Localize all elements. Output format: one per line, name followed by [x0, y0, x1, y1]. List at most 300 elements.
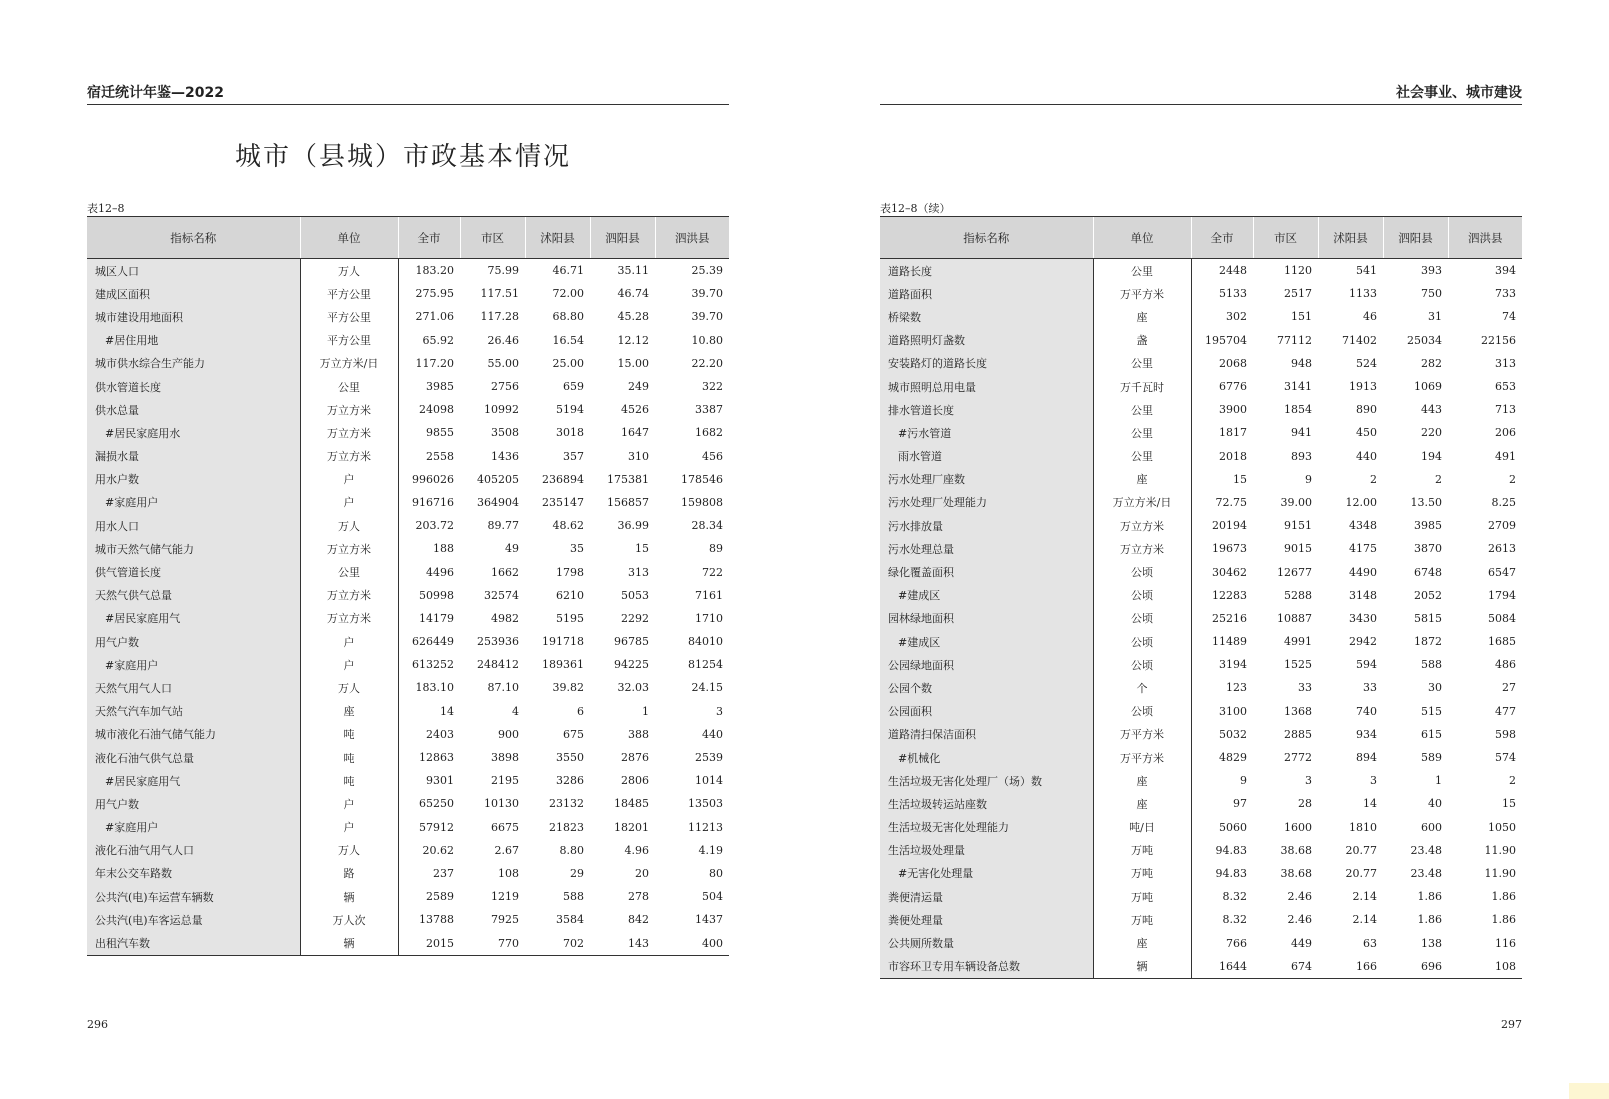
cell-value: 39.70: [691, 310, 723, 324]
cell-value: 449: [1291, 936, 1312, 950]
cell-value: 46: [1363, 310, 1377, 324]
table-row: [87, 514, 729, 537]
cell-value: 117.51: [480, 287, 519, 301]
row-unit: 万立方米: [300, 398, 398, 421]
cell-value: 188: [433, 542, 454, 556]
table-row: [87, 723, 729, 746]
row-unit: 万立方米: [300, 421, 398, 444]
cell-value: 23.48: [1410, 843, 1442, 857]
cell-value: 195704: [1205, 333, 1247, 347]
cell-value: 491: [1495, 449, 1516, 463]
cell-value: 2292: [621, 611, 649, 625]
row-label: 公园绿地面积: [880, 653, 1093, 676]
cell-value: 2052: [1414, 588, 1442, 602]
row-label: 城市建设用地面积: [87, 305, 300, 328]
cell-value: 400: [655, 931, 729, 955]
row-unit: 座: [1093, 468, 1191, 491]
cell-value: 5060: [1219, 820, 1247, 834]
cell-value: 588: [1421, 658, 1442, 672]
cell-value: 600: [1421, 820, 1442, 834]
cell-value: 45.28: [617, 310, 649, 324]
cell-value: 7161: [695, 588, 723, 602]
municipal-table-left: [87, 216, 729, 956]
cell-value: 313: [1495, 356, 1516, 370]
cell-value: 4348: [1349, 519, 1377, 533]
cell-value: 175381: [607, 472, 649, 486]
table-row: [880, 584, 1522, 607]
column-header: 全市: [1191, 217, 1253, 259]
row-label: #家庭用户: [87, 653, 300, 676]
cell-value: 477: [1495, 704, 1516, 718]
cell-value: 11.90: [1484, 866, 1516, 880]
row-unit: 公里: [300, 560, 398, 583]
cell-value: 5194: [556, 403, 584, 417]
cell-value: 2: [1509, 472, 1516, 486]
row-label: 用水户数: [87, 468, 300, 491]
cell-value: 18201: [614, 820, 649, 834]
table-row: [880, 468, 1522, 491]
cell-value: 504: [702, 890, 723, 904]
cell-value: 151: [1291, 310, 1312, 324]
row-unit: 座: [1093, 931, 1191, 954]
row-label: 公共厕所数量: [880, 931, 1093, 954]
cell-value: 235147: [542, 495, 584, 509]
cell-value: 5053: [621, 588, 649, 602]
cell-value: 178546: [681, 472, 723, 486]
cell-value: 659: [563, 380, 584, 394]
cell-value: 30462: [1212, 565, 1247, 579]
row-label: 公共汽(电)车客运总量: [87, 908, 300, 931]
row-label: 污水排放量: [880, 514, 1093, 537]
table-header-row: [880, 217, 1522, 259]
cell-value: 49: [505, 542, 519, 556]
cell-value: 1069: [1414, 380, 1442, 394]
table-row: [87, 885, 729, 908]
cell-value: 948: [1291, 356, 1312, 370]
cell-value: 900: [498, 727, 519, 741]
cell-value: 20.77: [1345, 866, 1377, 880]
cell-value: 3985: [1414, 519, 1442, 533]
cell-value: 2068: [1219, 356, 1247, 370]
cell-value: 3286: [556, 774, 584, 788]
row-unit: 公顷: [1093, 607, 1191, 630]
cell-value: 626449: [412, 635, 454, 649]
cell-value: 4829: [1219, 751, 1247, 765]
cell-value: 1817: [1219, 426, 1247, 440]
table-row: [880, 329, 1522, 352]
row-unit: 路: [300, 862, 398, 885]
cell-value: 10.80: [691, 333, 723, 347]
cell-value: 1525: [1284, 658, 1312, 672]
cell-value: 486: [1495, 658, 1516, 672]
table-row: [87, 792, 729, 815]
cell-value: 71402: [1342, 333, 1377, 347]
cell-value: 13503: [688, 797, 723, 811]
row-label: 城市照明总用电量: [880, 375, 1093, 398]
cell-value: 72.00: [552, 287, 584, 301]
row-unit: 万平方米: [1093, 723, 1191, 746]
row-unit: 万立方米: [300, 537, 398, 560]
cell-value: 440: [1356, 449, 1377, 463]
cell-value: 248412: [477, 658, 519, 672]
right-page-header: [880, 84, 1522, 105]
cell-value: 20.62: [422, 843, 454, 857]
column-header: 全市: [398, 217, 460, 259]
row-label: 安装路灯的道路长度: [880, 352, 1093, 375]
cell-value: 38.68: [1280, 866, 1312, 880]
cell-value: 25034: [1407, 333, 1442, 347]
row-label: #建成区: [880, 584, 1093, 607]
cell-value: 1368: [1284, 704, 1312, 718]
row-label: 年末公交车路数: [87, 862, 300, 885]
table-body: [87, 259, 729, 956]
cell-value: 1913: [1349, 380, 1377, 394]
cell-value: 6748: [1414, 565, 1442, 579]
table-row: [87, 259, 729, 283]
table-row: [87, 862, 729, 885]
cell-value: 3148: [1349, 588, 1377, 602]
row-label: 用水人口: [87, 514, 300, 537]
table-row: [87, 305, 729, 328]
cell-value: 13788: [419, 913, 454, 927]
cell-value: 46.71: [552, 264, 584, 278]
row-label: 液化石油气用气人口: [87, 839, 300, 862]
table-row: [87, 746, 729, 769]
cell-value: 40: [1428, 797, 1442, 811]
cell-value: 6776: [1219, 380, 1247, 394]
cell-value: 183.10: [415, 681, 454, 695]
table-row: [87, 931, 729, 955]
row-label: #居住用地: [87, 329, 300, 352]
cell-value: 3898: [491, 751, 519, 765]
cell-value: 766: [1226, 936, 1247, 950]
cell-value: 2: [1435, 472, 1442, 486]
row-unit: 户: [300, 792, 398, 815]
cell-value: 96785: [614, 635, 649, 649]
row-unit: 公里: [1093, 352, 1191, 375]
row-unit: 万平方米: [1093, 746, 1191, 769]
cell-value: 25216: [1212, 611, 1247, 625]
table-row: [87, 700, 729, 723]
cell-value: 1644: [1191, 955, 1253, 979]
row-unit: 公里: [1093, 259, 1191, 283]
section-title: 社会事业、城市建设: [1396, 85, 1522, 101]
row-label: 道路长度: [880, 259, 1093, 283]
cell-value: 1810: [1349, 820, 1377, 834]
cell-value: 1133: [1349, 287, 1377, 301]
row-label: 生活垃圾无害化处理能力: [880, 816, 1093, 839]
cell-value: 2.46: [1287, 913, 1312, 927]
cell-value: 4991: [1284, 635, 1312, 649]
cell-value: 13.50: [1410, 495, 1442, 509]
cell-value: 3985: [426, 380, 454, 394]
row-label: 供水管道长度: [87, 375, 300, 398]
row-unit: 吨: [300, 723, 398, 746]
cell-value: 20194: [1212, 519, 1247, 533]
table-caption: 表12–8: [87, 202, 125, 215]
row-label: 道路面积: [880, 282, 1093, 305]
table-row: [880, 537, 1522, 560]
cell-value: 206: [1495, 426, 1516, 440]
table-row: [87, 676, 729, 699]
cell-value: 740: [1356, 704, 1377, 718]
cell-value: 524: [1356, 356, 1377, 370]
table-row: [87, 653, 729, 676]
row-unit: 公顷: [1093, 584, 1191, 607]
table-row: [87, 468, 729, 491]
cell-value: 39.70: [691, 287, 723, 301]
cell-value: 1647: [621, 426, 649, 440]
column-header: 指标名称: [880, 217, 1093, 259]
table-row: [880, 607, 1522, 630]
table-row: [87, 839, 729, 862]
row-unit: 座: [300, 700, 398, 723]
row-unit: 平方公里: [300, 305, 398, 328]
cell-value: 29: [570, 866, 584, 880]
cell-value: 94.83: [1215, 843, 1247, 857]
cell-value: 1050: [1488, 820, 1516, 834]
row-unit: 万人次: [300, 908, 398, 931]
cell-value: 8.32: [1222, 913, 1247, 927]
row-unit: 座: [1093, 305, 1191, 328]
cell-value: 890: [1356, 403, 1377, 417]
cell-value: 594: [1356, 658, 1377, 672]
cell-value: 1872: [1414, 635, 1442, 649]
row-label: 公园个数: [880, 676, 1093, 699]
row-unit: 万人: [300, 259, 398, 283]
row-unit: 公顷: [1093, 630, 1191, 653]
row-unit: 公里: [1093, 445, 1191, 468]
cell-value: 675: [563, 727, 584, 741]
cell-value: 10130: [484, 797, 519, 811]
cell-value: 9301: [426, 774, 454, 788]
row-unit: 万吨: [1093, 908, 1191, 931]
row-unit: 户: [300, 630, 398, 653]
cell-value: 183.20: [415, 264, 454, 278]
row-unit: 平方公里: [300, 329, 398, 352]
cell-value: 3141: [1284, 380, 1312, 394]
row-label: 污水处理厂座数: [880, 468, 1093, 491]
cell-value: 15: [635, 542, 649, 556]
cell-value: 166: [1318, 955, 1383, 979]
cell-value: 388: [628, 727, 649, 741]
cell-value: 6: [577, 704, 584, 718]
cell-value: 393: [1421, 264, 1442, 278]
cell-value: 1.86: [1417, 913, 1442, 927]
row-label: 生活垃圾转运站座数: [880, 792, 1093, 815]
table-row: [880, 259, 1522, 283]
cell-value: 2885: [1284, 727, 1312, 741]
table-row: [880, 955, 1522, 979]
cell-value: 4490: [1349, 565, 1377, 579]
row-unit: 万立方米/日: [300, 352, 398, 375]
table-row: [880, 676, 1522, 699]
cell-value: 4.96: [624, 843, 649, 857]
cell-value: 94225: [614, 658, 649, 672]
cell-value: 2942: [1349, 635, 1377, 649]
table-row: [87, 630, 729, 653]
row-label: 道路照明灯盏数: [880, 329, 1093, 352]
cell-value: 405205: [477, 472, 519, 486]
cell-value: 143: [590, 931, 655, 955]
row-unit: 吨: [300, 746, 398, 769]
column-header: 沭阳县: [1318, 217, 1383, 259]
table-row: [880, 305, 1522, 328]
table-row: [880, 375, 1522, 398]
cell-value: 1: [1435, 774, 1442, 788]
cell-value: 16.54: [552, 333, 584, 347]
row-unit: 辆: [300, 885, 398, 908]
cell-value: 1437: [695, 913, 723, 927]
cell-value: 588: [563, 890, 584, 904]
cell-value: 108: [498, 866, 519, 880]
row-unit: 辆: [1093, 955, 1191, 979]
cell-value: 11489: [1212, 635, 1247, 649]
cell-value: 1854: [1284, 403, 1312, 417]
cell-value: 440: [702, 727, 723, 741]
cell-value: 117.20: [415, 356, 454, 370]
cell-value: 21823: [549, 820, 584, 834]
cell-value: 89.77: [487, 519, 519, 533]
row-unit: 户: [300, 468, 398, 491]
cell-value: 35.11: [617, 264, 649, 278]
cell-value: 2.46: [1287, 890, 1312, 904]
table-row: [880, 653, 1522, 676]
cell-value: 32574: [484, 588, 519, 602]
cell-value: 541: [1356, 264, 1377, 278]
cell-value: 4982: [491, 611, 519, 625]
cell-value: 138: [1421, 936, 1442, 950]
row-label: 天然气汽车加气站: [87, 700, 300, 723]
table-row: [87, 329, 729, 352]
row-unit: 辆: [300, 931, 398, 955]
cell-value: 1014: [695, 774, 723, 788]
cell-value: 3584: [556, 913, 584, 927]
row-label: #无害化处理量: [880, 862, 1093, 885]
cell-value: 15: [1233, 472, 1247, 486]
table-row: [87, 491, 729, 514]
table-row: [87, 282, 729, 305]
cell-value: 5288: [1284, 588, 1312, 602]
table-row: [880, 421, 1522, 444]
cell-value: 1.86: [1491, 890, 1516, 904]
row-label: 园林绿地面积: [880, 607, 1093, 630]
cell-value: 2709: [1488, 519, 1516, 533]
cell-value: 55.00: [487, 356, 519, 370]
table-row: [87, 769, 729, 792]
cell-value: 3: [716, 704, 723, 718]
column-header: 泗洪县: [1448, 217, 1522, 259]
row-label: #污水管道: [880, 421, 1093, 444]
cell-value: 5032: [1219, 727, 1247, 741]
row-label: 漏损水量: [87, 445, 300, 468]
table-row: [880, 839, 1522, 862]
cell-value: 220: [1421, 426, 1442, 440]
row-unit: 万立方米: [1093, 514, 1191, 537]
row-unit: 盏: [1093, 329, 1191, 352]
row-unit: 户: [300, 653, 398, 676]
table-row: [880, 908, 1522, 931]
page-number: 297: [1501, 1018, 1522, 1031]
cell-value: 456: [702, 449, 723, 463]
column-header: 市区: [1253, 217, 1318, 259]
row-label: 道路清扫保洁面积: [880, 723, 1093, 746]
row-label: 天然气供气总量: [87, 584, 300, 607]
cell-value: 1: [642, 704, 649, 718]
cell-value: 3508: [491, 426, 519, 440]
cell-value: 2772: [1284, 751, 1312, 765]
cell-value: 27: [1502, 681, 1516, 695]
row-label: #家庭用户: [87, 491, 300, 514]
table-row: [880, 560, 1522, 583]
table-row: [87, 352, 729, 375]
cell-value: 12677: [1277, 565, 1312, 579]
table-row: [87, 537, 729, 560]
cell-value: 50998: [419, 588, 454, 602]
cell-value: 5133: [1219, 287, 1247, 301]
cell-value: 9151: [1284, 519, 1312, 533]
row-label: 供水总量: [87, 398, 300, 421]
cell-value: 3194: [1219, 658, 1247, 672]
cell-value: 2195: [491, 774, 519, 788]
row-label: 用气户数: [87, 792, 300, 815]
cell-value: 22.20: [691, 356, 723, 370]
cell-value: 189361: [542, 658, 584, 672]
table-caption: 表12–8（续）: [880, 202, 951, 215]
cell-value: 156857: [607, 495, 649, 509]
row-label: 生活垃圾无害化处理厂（场）数: [880, 769, 1093, 792]
cell-value: 15.00: [617, 356, 649, 370]
row-unit: 座: [1093, 769, 1191, 792]
cell-value: 443: [1421, 403, 1442, 417]
cell-value: 3900: [1219, 403, 1247, 417]
cell-value: 26.46: [487, 333, 519, 347]
row-label: 城市供水综合生产能力: [87, 352, 300, 375]
cell-value: 2448: [1219, 264, 1247, 278]
cell-value: 36.99: [617, 519, 649, 533]
table-row: [880, 445, 1522, 468]
cell-value: 8.25: [1491, 495, 1516, 509]
cell-value: 2756: [491, 380, 519, 394]
cell-value: 65250: [419, 797, 454, 811]
cell-value: 2015: [398, 931, 460, 955]
table-row: [87, 607, 729, 630]
cell-value: 313: [628, 565, 649, 579]
cell-value: 733: [1495, 287, 1516, 301]
table-row: [87, 908, 729, 931]
cell-value: 394: [1495, 264, 1516, 278]
column-header: 单位: [1093, 217, 1191, 259]
cell-value: 28: [1298, 797, 1312, 811]
cell-value: 12863: [419, 751, 454, 765]
column-header: 泗阳县: [1383, 217, 1448, 259]
row-label: 城市液化石油气储气能力: [87, 723, 300, 746]
row-unit: 座: [1093, 792, 1191, 815]
cell-value: 6675: [491, 820, 519, 834]
cell-value: 3430: [1349, 611, 1377, 625]
cell-value: 3: [1305, 774, 1312, 788]
cell-value: 11213: [688, 820, 723, 834]
row-label: 市容环卫专用车辆设备总数: [880, 955, 1093, 979]
cell-value: 3018: [556, 426, 584, 440]
row-unit: 户: [300, 816, 398, 839]
cell-value: 1662: [491, 565, 519, 579]
row-label: 用气户数: [87, 630, 300, 653]
cell-value: 450: [1356, 426, 1377, 440]
cell-value: 278: [628, 890, 649, 904]
cell-value: 2.67: [494, 843, 519, 857]
cell-value: 10887: [1277, 611, 1312, 625]
